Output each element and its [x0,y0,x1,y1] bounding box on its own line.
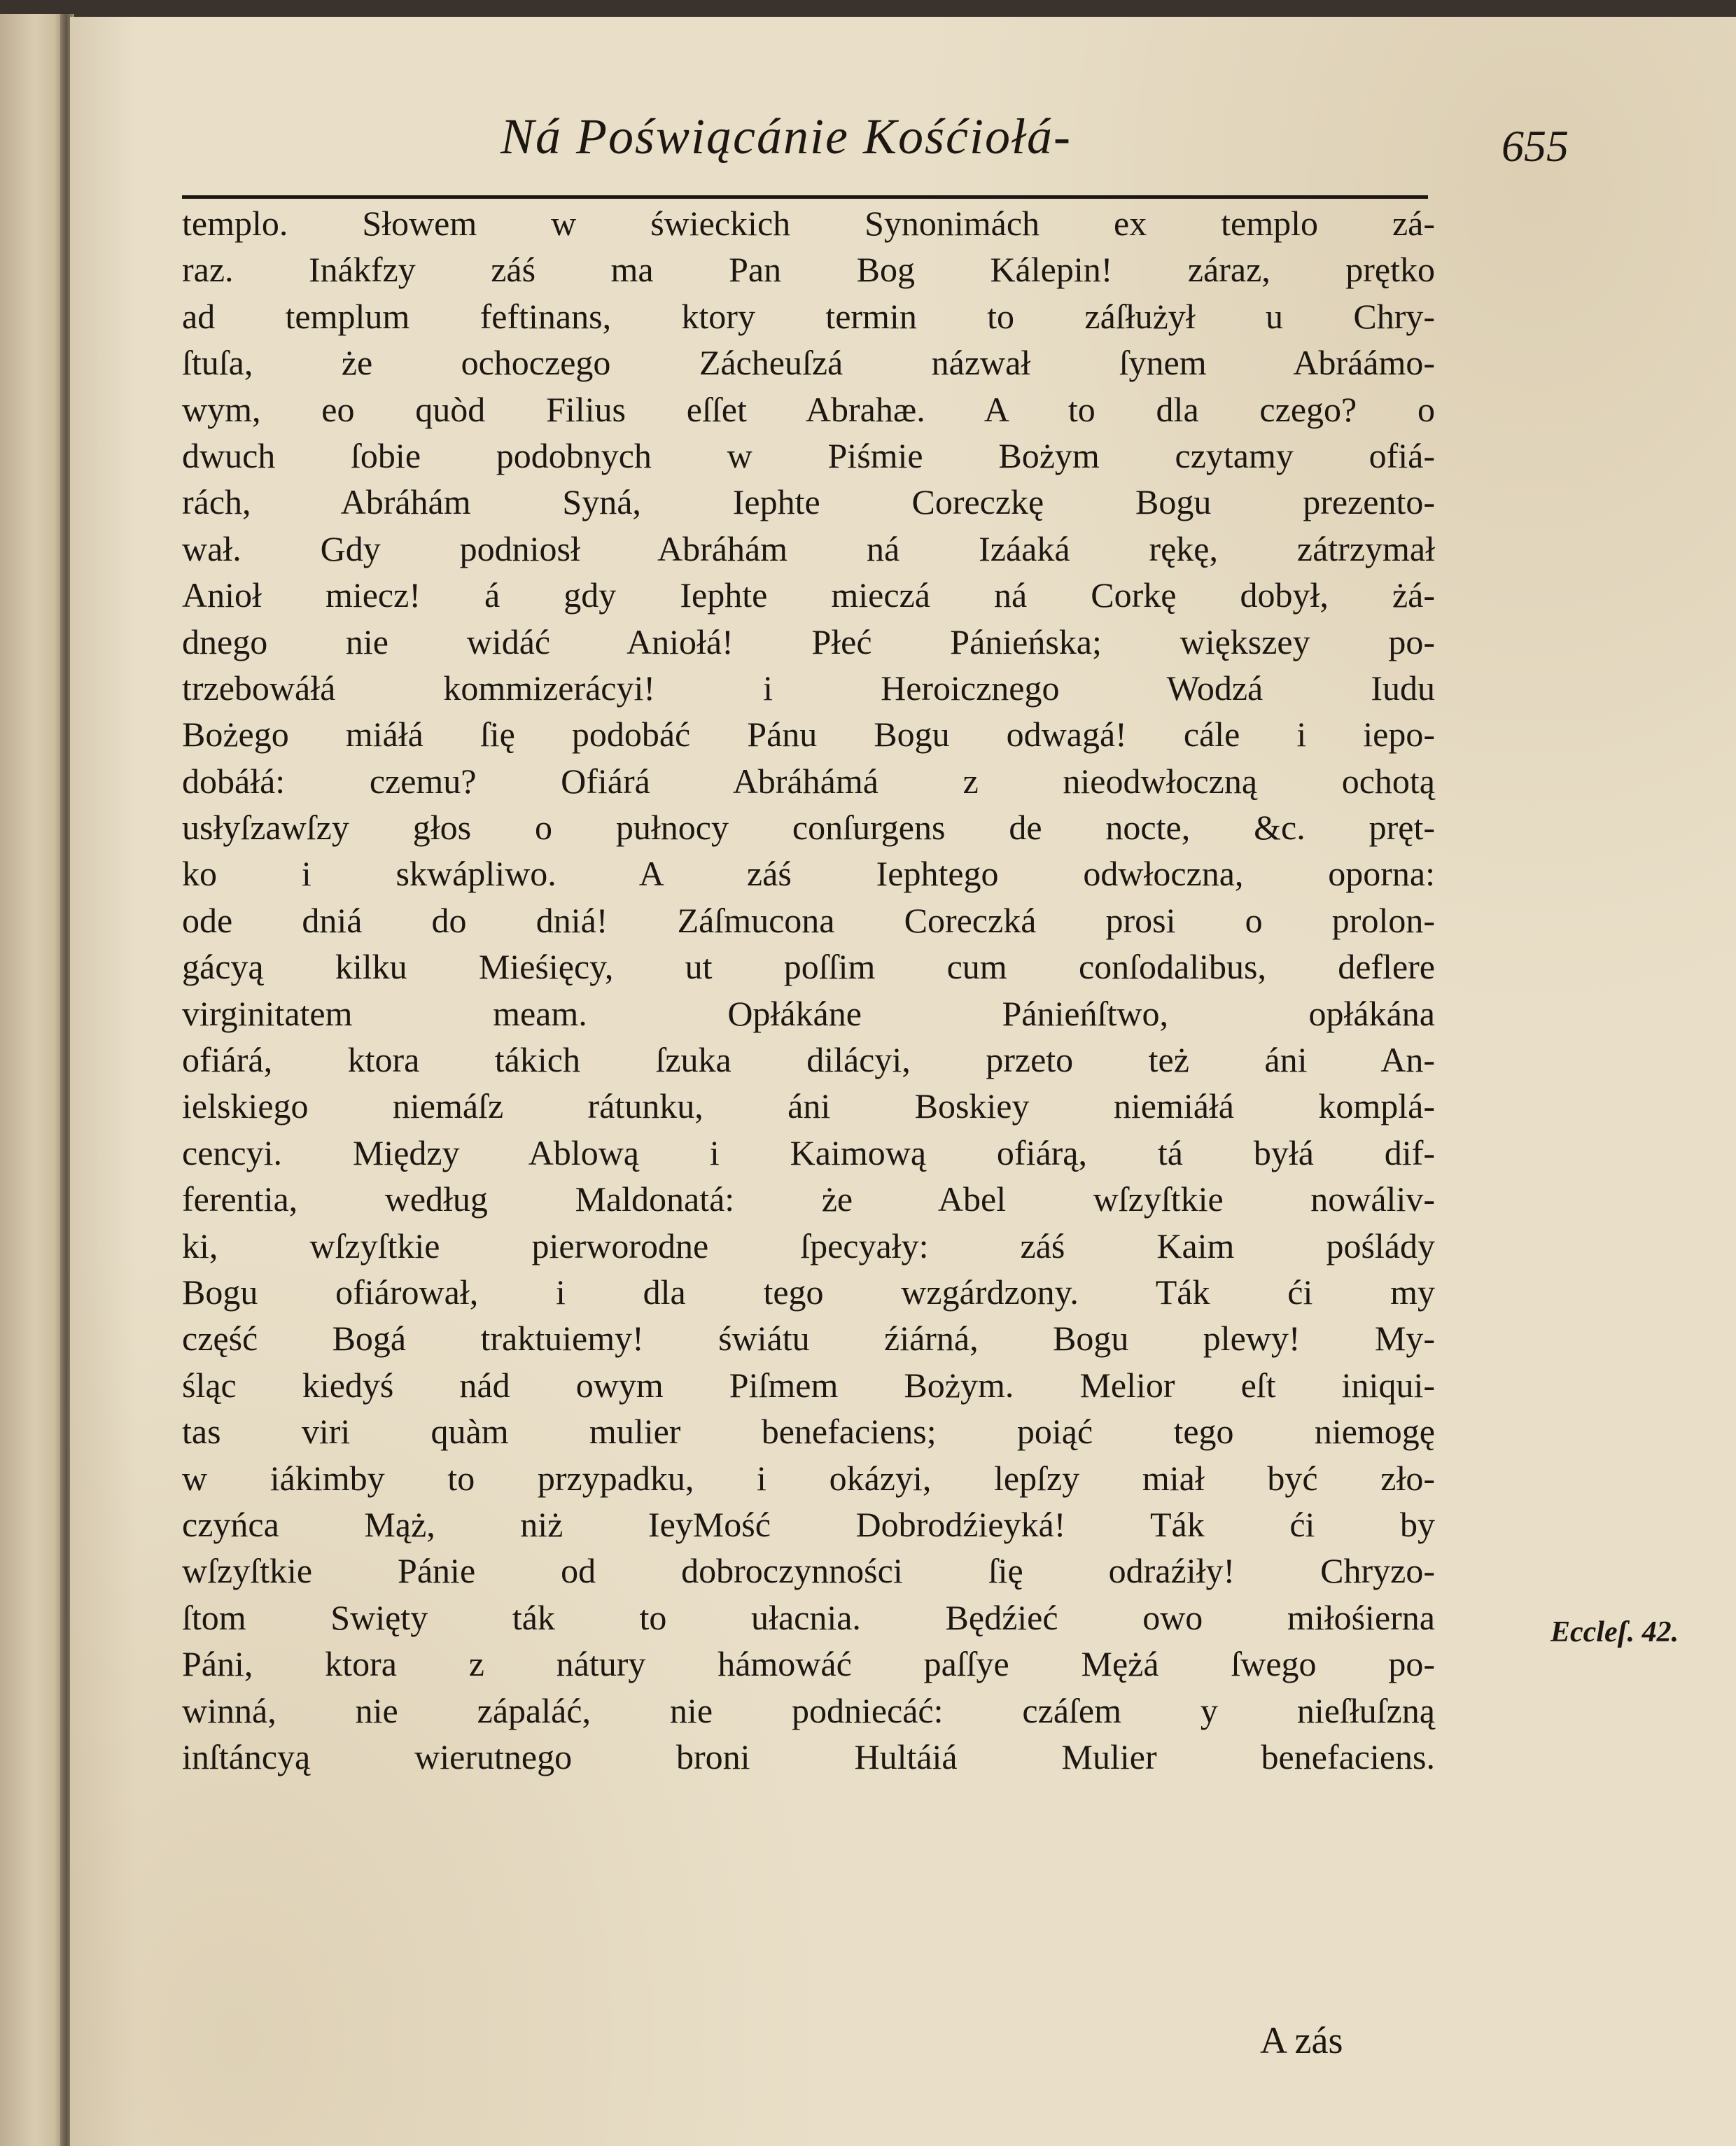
text-line: ſtom Swięty ták to ułacnia. Będźieć owo miłośierna [182,1597,1435,1637]
text-line: Anioł miecz! á gdy Iephte mieczá ná Corkę dobył, żá- [182,575,1435,615]
text-line: ſtuſa, że ochoczego Zácheuſzá názwał ſynem Abráámo- [182,343,1435,383]
body-text [182,200,1435,1780]
text-line: wał. Gdy podniosł Abráhám ná Izáaká rękę, zátrzymał [182,528,1435,568]
text-line: virginitatem meam. Opłákáne Pánieńſtwo, opłákána [182,993,1435,1033]
page-number: 655 [1502,121,1569,171]
text-line: raz. Inákfzy záś ma Pan Bog Kálepin! záraz, prętko [182,250,1435,290]
facing-page-edge [0,14,64,2146]
text-line: dwuch ſobie podobnych w Piśmie Bożym czytamy ofiá- [182,435,1435,475]
text-line: Bogu ofiárował, i dla tego wzgárdzony. Ták ći my [182,1272,1435,1312]
text-line: ki, wſzyſtkie pierworodne ſpecyały: záś Kaim poślády [182,1226,1435,1265]
text-line: trzebowáłá kommizerácyi! i Heroicznego Wodzá Iudu [182,668,1435,708]
text-line: templo. Słowem w świeckich Synonimách ex templo zá- [182,204,1435,243]
catchword: A zás [1260,2019,1343,2061]
text-line: gácyą kilku Mieśięcy, ut poſſim cum conſodalibus, deflere [182,947,1435,987]
text-line: śląc kiedyś nád owym Piſmem Bożym. Melior eſt iniqui- [182,1365,1435,1405]
text-line: wſzyſtkie Pánie od dobroczynności ſię odraźiły! Chryzo- [182,1551,1435,1591]
text-line: ode dniá do dniá! Záſmucona Coreczká prosi o prolon- [182,900,1435,940]
page-content [182,108,1679,2061]
text-line: dnego nie widáć Aniołá! Płeć Pánieńska; większey po- [182,622,1435,661]
text-line: ferentia, według Maldonatá: że Abel wſzyſtkie nowáliv- [182,1179,1435,1219]
text-line: wym, eo quòd Filius eſſet Abrahæ. A to dla czego? o [182,389,1435,429]
marginal-note: Eccleſ. 42. [1550,1616,1679,1648]
text-line: część Bogá traktuiemy! świátu źiárná, Bogu plewy! My- [182,1319,1435,1359]
text-line: czyńca Mąż, niż IeyMość Dobrodźieyká! Ták ći by [182,1504,1435,1544]
text-line: Bożego miáłá ſię podobáć Pánu Bogu odwagá! cále i iepo- [182,715,1435,755]
text-line: ielskiego niemáſz rátunku, áni Boskiey niemiáłá komplá- [182,1086,1435,1126]
running-title: Ná Poświącánie Kośćiołá- [500,108,1072,164]
text-line: Páni, ktora z nátury hámowáć paſſye Mężá ſwego po- [182,1644,1435,1684]
text-line: rách, Abráhám Syná, Iephte Coreczkę Bogu prezento- [182,482,1435,522]
text-line: ofiárá, ktora tákich ſzuka dilácyi, przeto też áni An- [182,1040,1435,1080]
text-line: dobáłá: czemu? Ofiárá Abráhámá z nieodwłoczną ochotą [182,761,1435,801]
book-page [70,17,1736,2146]
text-line: cencyi. Między Ablową i Kaimową ofiárą, tá byłá dif- [182,1132,1435,1172]
text-line: winná, nie zápaláć, nie podniecáć: czáſem y nieſłuſzną [182,1690,1435,1730]
text-line: tas viri quàm mulier benefaciens; poiąć tego niemogę [182,1412,1435,1452]
text-line: w iákimby to przypadku, i okázyi, lepſzy miał być zło- [182,1458,1435,1498]
text-line: usłyſzawſzy głos o pułnocy conſurgens de nocte, &c. pręt- [182,808,1435,848]
header-rule [182,195,1428,199]
text-line: ad templum feftinans, ktory termin to záſłużył u Chry- [182,296,1435,336]
text-line: inſtáncyą wierutnego broni Hultáiá Mulier benefaciens. [182,1737,1435,1776]
text-line: ko i skwápliwo. A záś Iephtego odwłoczna, oporna: [182,854,1435,894]
running-head [182,108,1569,185]
